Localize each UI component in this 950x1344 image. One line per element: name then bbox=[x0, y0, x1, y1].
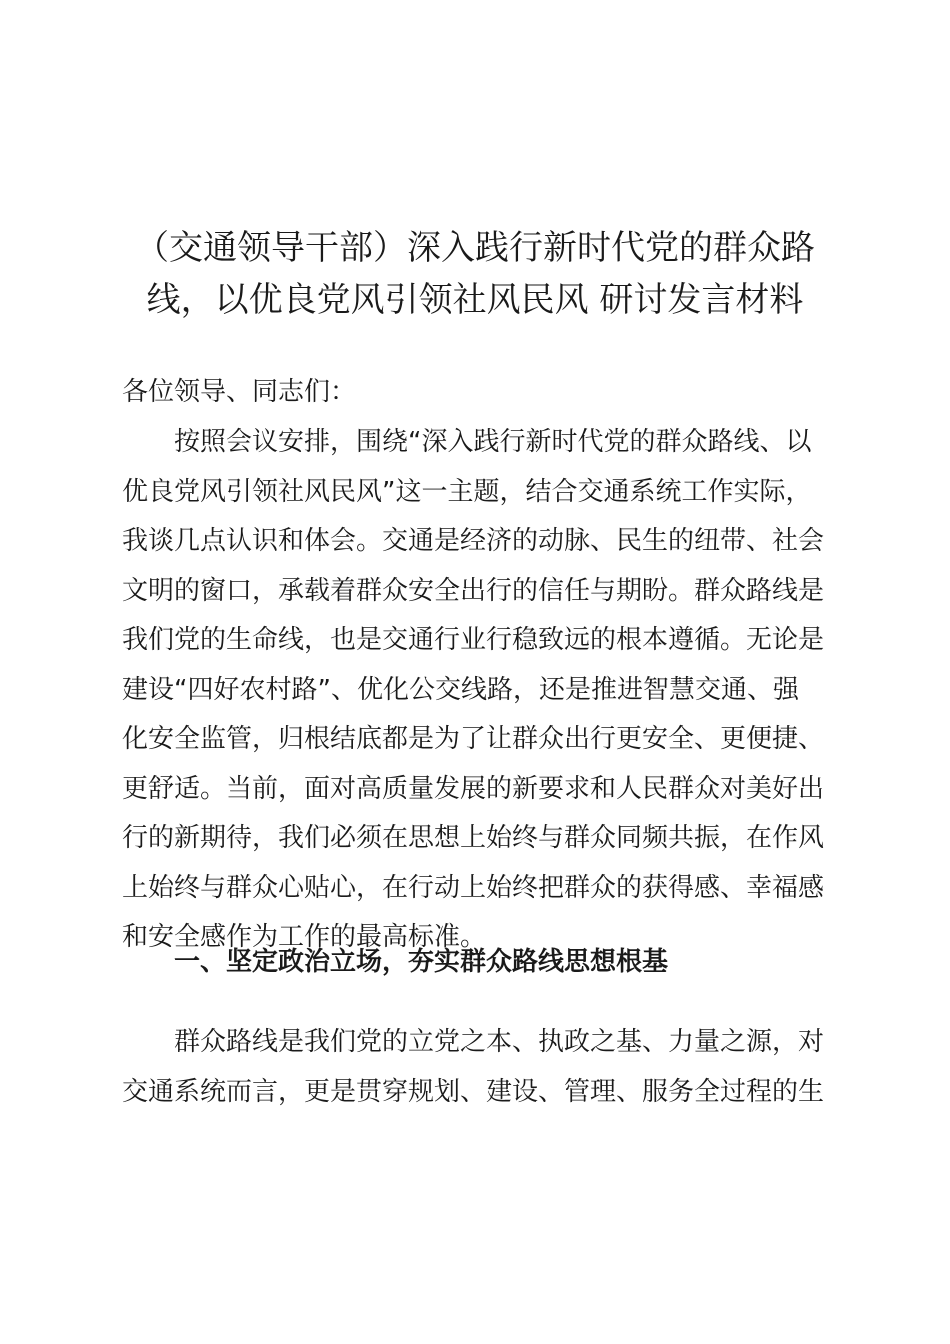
title-line: 线，以优良党风引领社风民风 研讨发言材料 bbox=[146, 280, 804, 320]
title-line: （交通领导干部）深入践行新时代党的群众路 bbox=[135, 228, 815, 268]
text-line: 我们党的生命线，也是交通行业行稳致远的根本遵循。无论是 bbox=[122, 625, 825, 655]
section-heading-text: 一、坚定政治立场，夯实群众路线思想根基 bbox=[122, 947, 669, 977]
text-line: 按照会议安排，围绕“深入践行新时代党的群众路线、以 bbox=[122, 427, 812, 457]
paragraph-section-one bbox=[122, 1018, 825, 1117]
text-line: 化安全监管，归根结底都是为了让群众出行更安全、更便捷、 bbox=[122, 724, 825, 754]
paragraph-intro bbox=[122, 418, 825, 963]
text-line: 和安全感作为工作的最高标准。 bbox=[122, 922, 487, 952]
text-line: 群众路线是我们党的立党之本、执政之基、力量之源，对 bbox=[122, 1027, 825, 1057]
salutation-text: 各位领导、同志们： bbox=[122, 377, 357, 407]
text-line: 我谈几点认识和体会。交通是经济的动脉、民生的纽带、社会 bbox=[122, 526, 825, 556]
text-line: 优良党风引领社风民风”这一主题，结合交通系统工作实际， bbox=[122, 476, 812, 507]
text-line: 上始终与群众心贴心，在行动上始终把群众的获得感、幸福感 bbox=[122, 872, 825, 903]
salutation bbox=[122, 368, 822, 418]
section-heading bbox=[122, 938, 822, 988]
text-line: 文明的窗口，承载着群众安全出行的信任与期盼。群众路线是 bbox=[122, 575, 825, 606]
document-title bbox=[110, 222, 840, 326]
text-line: 交通系统而言，更是贯穿规划、建设、管理、服务全过程的生 bbox=[122, 1076, 825, 1107]
text-line: 建设“四好农村路”、优化公交线路，还是推进智慧交通、强 bbox=[122, 674, 799, 705]
text-line: 行的新期待，我们必须在思想上始终与群众同频共振，在作风 bbox=[122, 823, 825, 853]
text-line: 更舒适。当前，面对高质量发展的新要求和人民群众对美好出 bbox=[122, 773, 825, 804]
